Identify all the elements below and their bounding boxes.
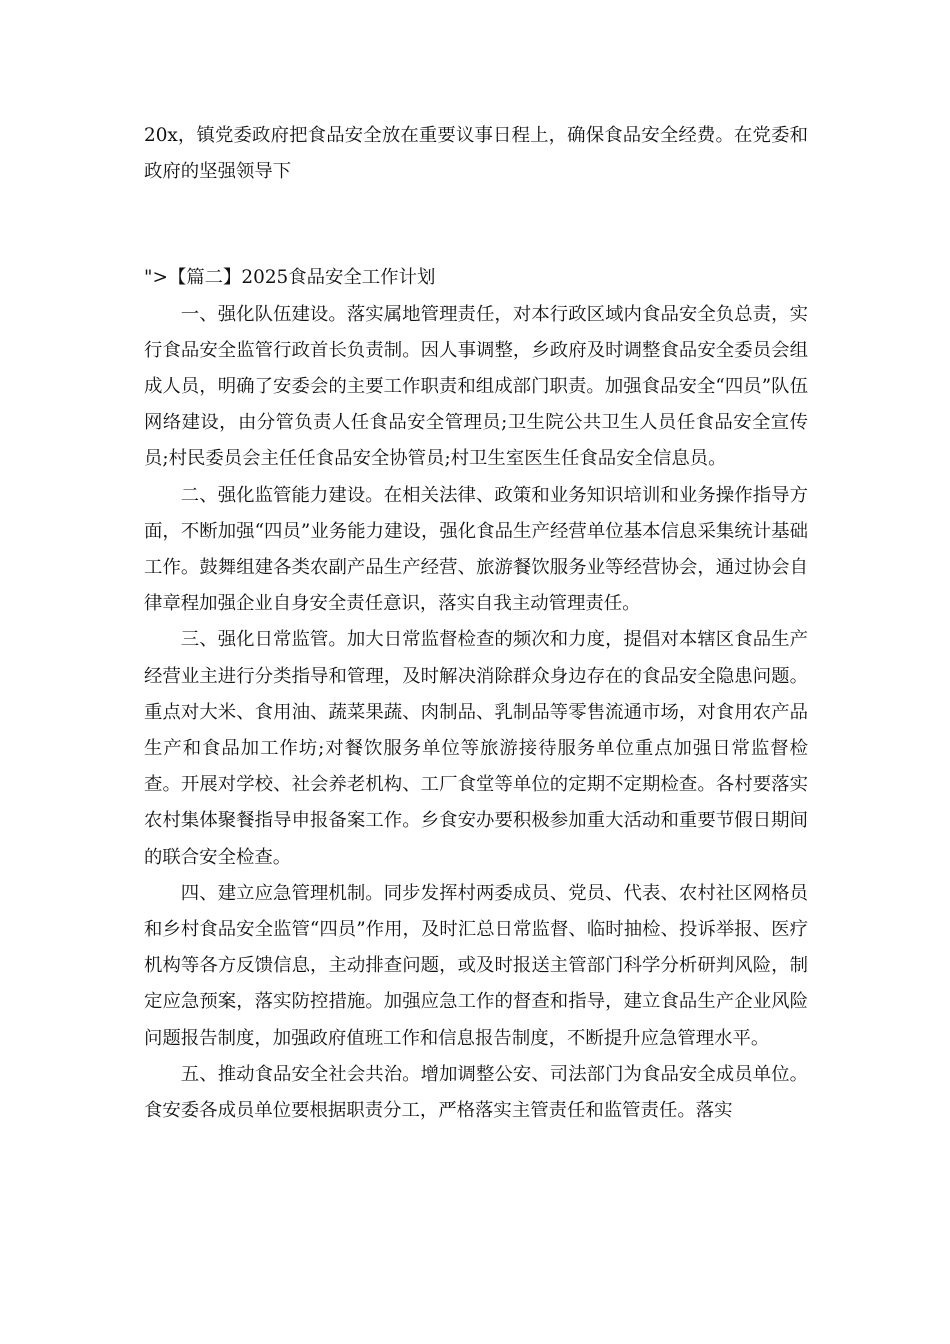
- section-heading: ">【篇二】2025食品安全工作计划: [144, 267, 436, 289]
- lead-paragraph: 20x，镇党委政府把食品安全放在重要议事日程上，确保食品安全经费。在党委和政府的坚强领导下: [144, 125, 808, 183]
- document-body: [144, 118, 808, 1129]
- paragraph-5: 五、推动食品安全社会共治。增加调整公安、司法部门为食品安全成员单位。食安委各成员单位要根据职责分工，严格落实主管责任和监管责任。落实: [144, 1063, 808, 1122]
- paragraph-2: 二、强化监管能力建设。在相关法律、政策和业务知识培训和业务操作指导方面，不断加强“四员”业务能力建设，强化食品生产经营单位基本信息采集统计基础工作。鼓舞组建各类农副产品生产经营、旅游餐饮服务业等经营协会，通过协会自律章程加强企业自身安全责任意识，落实自我主动管理责任。: [144, 484, 808, 615]
- paragraph-4: 四、建立应急管理机制。同步发挥村两委成员、党员、代表、农村社区网格员和乡村食品安全监管“四员”作用，及时汇总日常监督、临时抽检、投诉举报、医疗机构等各方反馈信息，主动排查问题，或及时报送主管部门科学分析研判风险，制定应急预案，落实防控措施。加强应急工作的督查和指导，建立食品生产企业风险问题报告制度，加强政府值班工作和信息报告制度，不断提升应急管理水平。: [144, 882, 808, 1049]
- paragraph-3: 三、强化日常监管。加大日常监督检查的频次和力度，提倡对本辖区食品生产经营业主进行分类指导和管理，及时解决消除群众身边存在的食品安全隐患问题。重点对大米、食用油、蔬菜果蔬、肉制品、乳制品等零售流通市场，对食用农产品生产和食品加工作坊;对餐饮服务单位等旅游接待服务单位重点加强日常监督检查。开展对学校、社会养老机构、工厂食堂等单位的定期不定期检查。各村要落实农村集体聚餐指导申报备案工作。乡食安办要积极参加重大活动和重要节假日期间的联合安全检查。: [144, 629, 808, 868]
- paragraph-1: 一、强化队伍建设。落实属地管理责任，对本行政区域内食品安全负总责，实行食品安全监管行政首长负责制。因人事调整，乡政府及时调整食品安全委员会组成人员，明确了安委会的主要工作职责和组成部门职责。加强食品安全“四员”队伍网络建设，由分管负责人任食品安全管理员;卫生院公共卫生人员任食品安全宣传员;村民委员会主任任食品安全协管员;村卫生室医生任食品安全信息员。: [144, 303, 808, 470]
